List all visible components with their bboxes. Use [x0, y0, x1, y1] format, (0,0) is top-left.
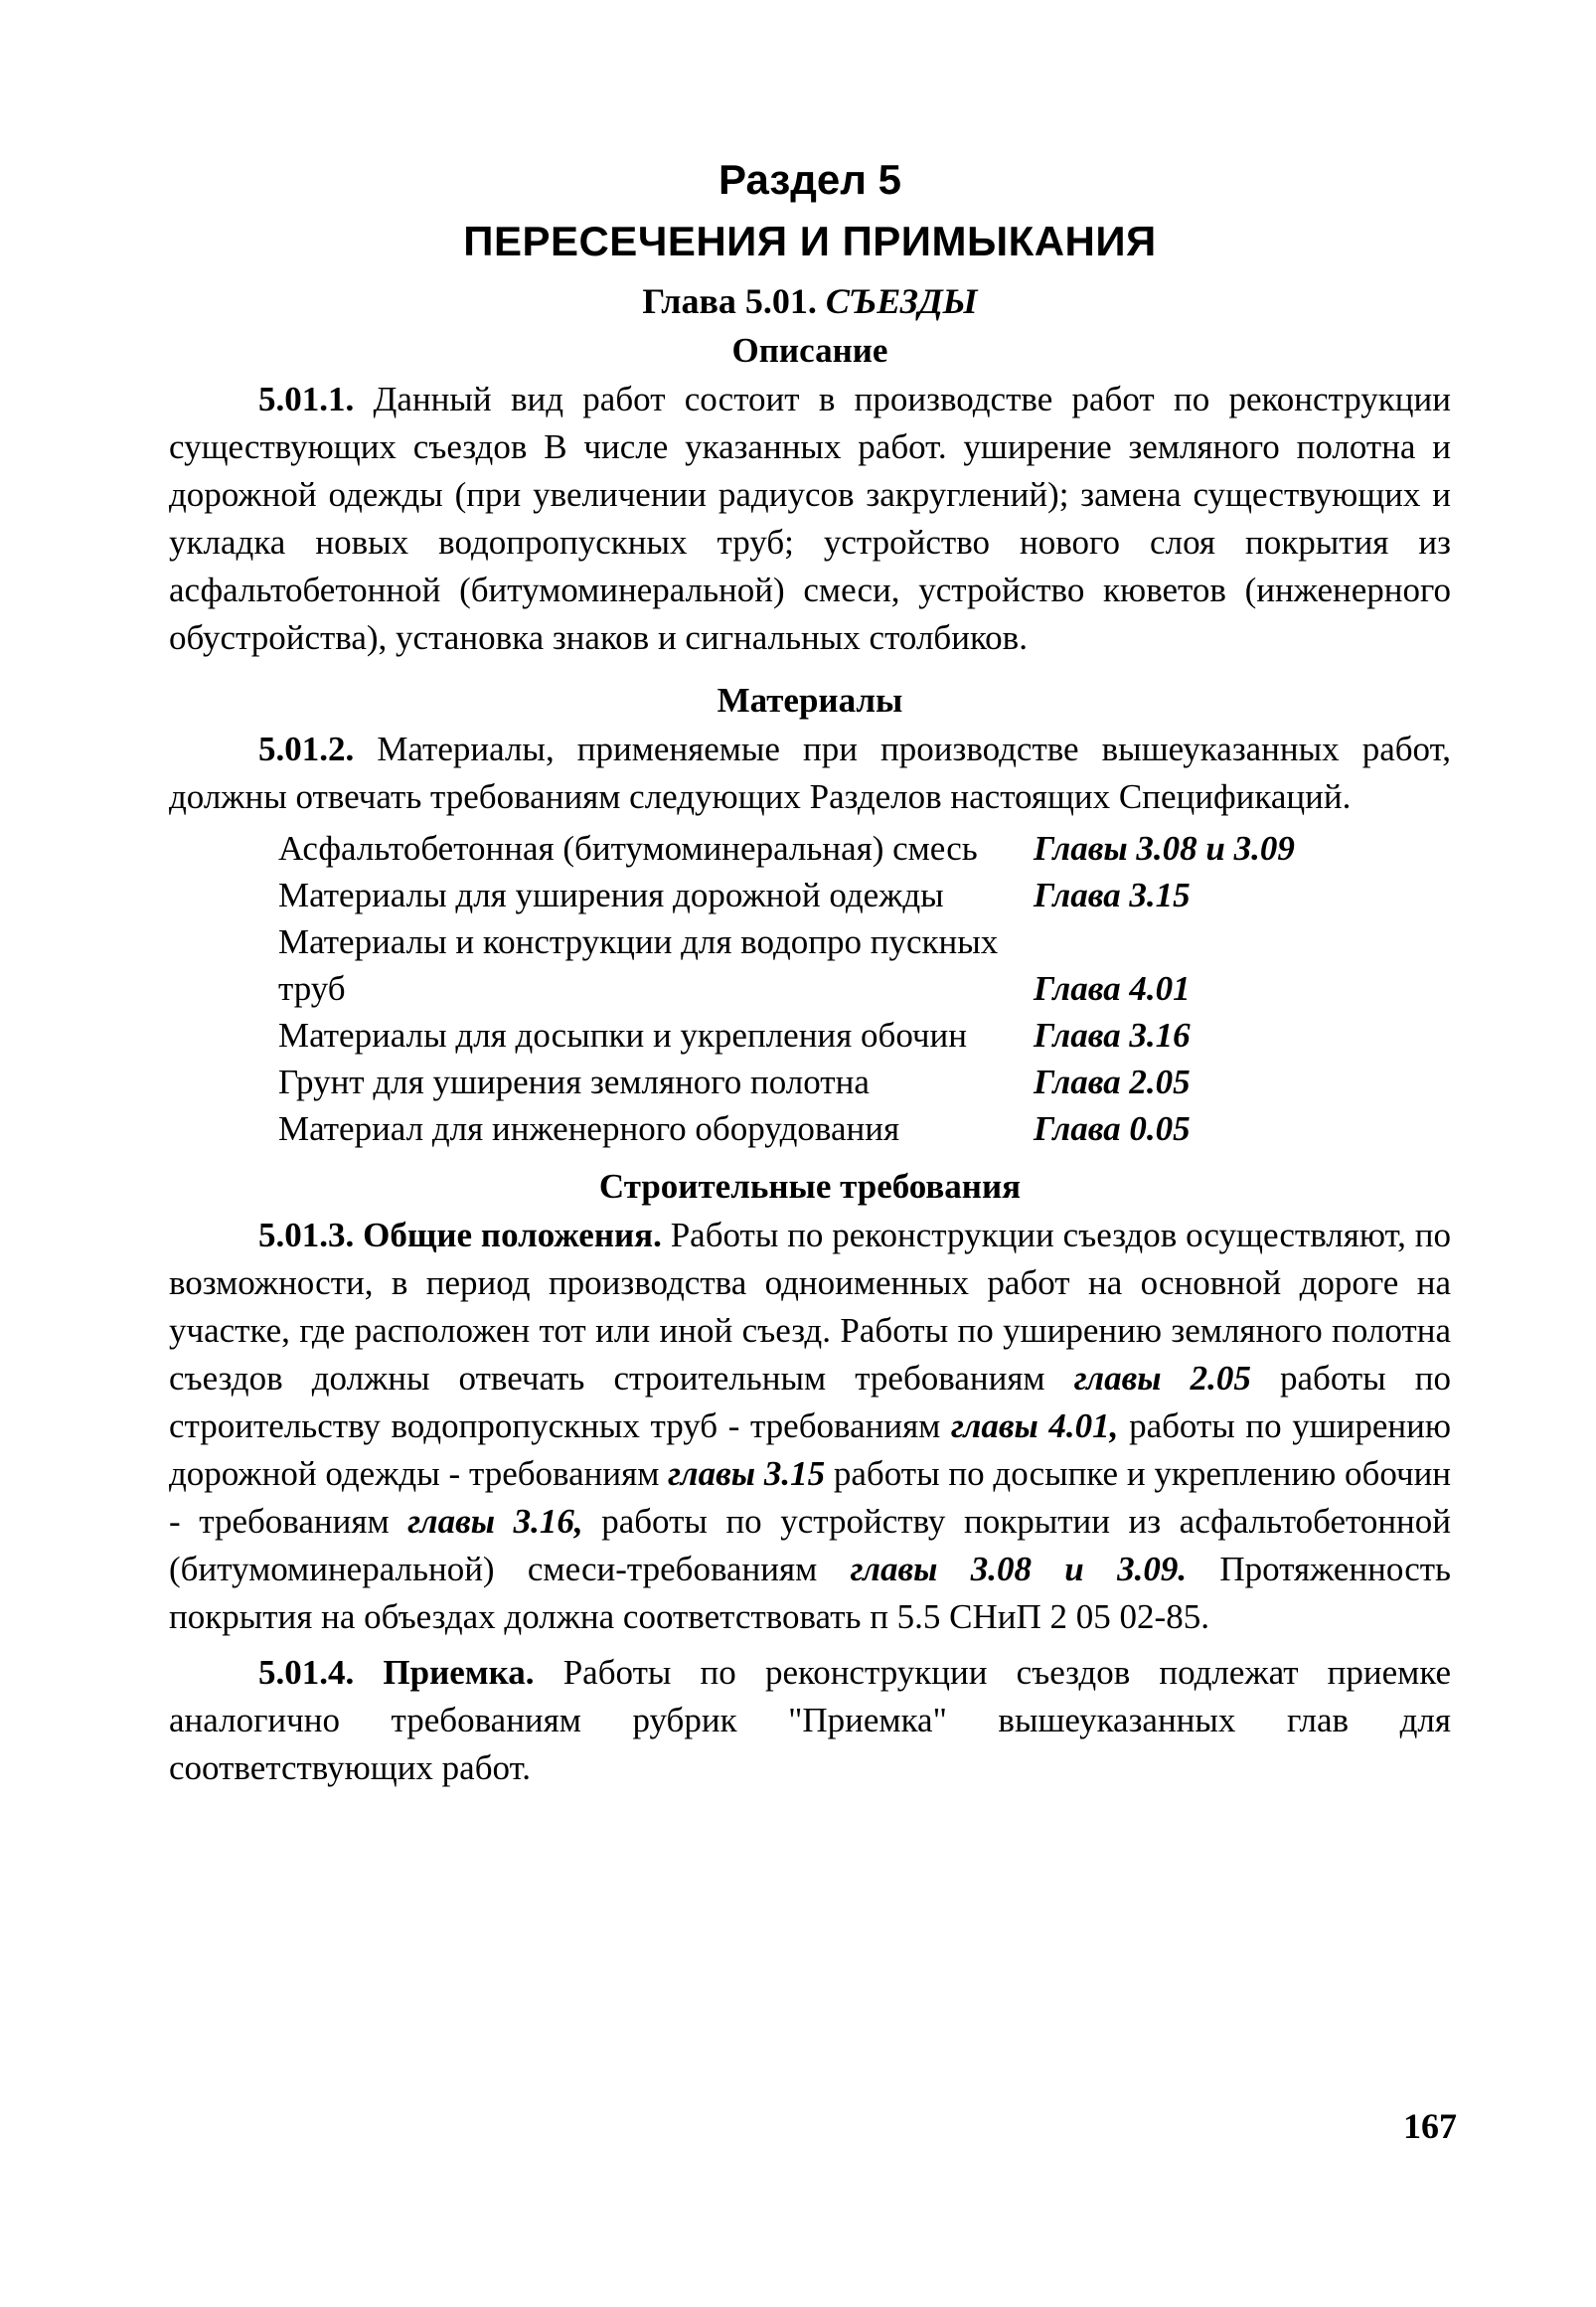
paragraph-text: работы по уширению дорожной одежды - требованиям [169, 1406, 1452, 1493]
paragraph-text: Материалы, применяемые при производстве вышеуказанных работ, должны отвечать требованиям следующих Разделов настоящих Спецификаций. [169, 730, 1452, 816]
material-reference: Глава 3.16 [1034, 1016, 1191, 1055]
page-number: 167 [1403, 2106, 1457, 2146]
material-row [278, 1059, 1371, 1105]
paragraph-text: работы по строительству водопропускных труб - требованиям [169, 1359, 1452, 1445]
description-heading: Описание [731, 331, 888, 370]
chapter-prefix: Глава 5.01. [642, 281, 817, 321]
page-content [169, 149, 1451, 1792]
material-row [278, 1105, 1371, 1152]
acceptance-paragraph [169, 1649, 1451, 1792]
conjunction: и [1064, 1550, 1084, 1588]
material-row [278, 872, 1371, 918]
paragraph-text: Протяженность покрытия на объездах должна соответствовать п 5.5 СНиП 2 05 02-85. [169, 1550, 1452, 1636]
paragraph-lead: Приемка. [383, 1653, 535, 1692]
paragraph-lead: Общие положения. [363, 1216, 662, 1254]
paragraph-text: Данный вид работ состоит в производстве работ по реконструкции существующих съездов В числе указанных работ. уширение земляного полотна и дорожной одежды (при увеличении радиусов закруглений); замена существующих и укладка новых водопропускных труб; устройство нового слоя покрытия из асфальтобетонной (битумоминеральной) смеси, устройство кюветов (инженерного обустройства), установка знаков и сигнальных столбиков. [169, 380, 1451, 657]
section-number: Раздел 5 [718, 156, 901, 203]
material-name: Материалы и конструкции для водопро пускных труб [278, 922, 999, 1008]
material-row [278, 918, 1371, 1012]
chapter-reference: главы 3.16, [407, 1502, 583, 1541]
paragraph-text: работы по досыпке и укреплению обочин - требованиям [169, 1454, 1452, 1541]
general-provisions-paragraph [169, 1212, 1451, 1641]
chapter-reference: главы 2.05 [1073, 1359, 1251, 1398]
materials-paragraph [169, 726, 1451, 821]
material-name: Асфальтобетонная (битумоминеральная) смесь [278, 829, 978, 868]
materials-heading: Материалы [717, 681, 903, 720]
material-reference: Главы 3.08 и 3.09 [1034, 829, 1295, 868]
material-reference: Глава 2.05 [1034, 1063, 1191, 1101]
paragraph-number: 5.01.4. [258, 1653, 355, 1692]
chapter-name: СЪЕЗДЫ [825, 281, 978, 321]
material-reference: Глава 3.15 [1034, 876, 1191, 914]
chapter-reference: главы 3.08 [850, 1550, 1032, 1588]
section-title: ПЕРЕСЕЧЕНИЯ И ПРИМЫКАНИЯ [463, 218, 1157, 264]
material-name: Материалы для уширения дорожной одежды [278, 876, 944, 914]
paragraph-text: Работы по реконструкции съездов осуществляют, по возможности, в период производства одноименных работ на основной дороге на участке, где расположен тот или иной съезд. Работы по уширению земляного полотна съездов должны отвечать строительным требованиям [169, 1216, 1451, 1398]
material-row [278, 1012, 1371, 1059]
material-name: Материалы для досыпки и укрепления обочин [278, 1016, 967, 1055]
materials-list [278, 825, 1371, 1152]
chapter-title [169, 276, 1451, 326]
chapter-reference: главы 3.15 [668, 1454, 826, 1493]
construction-heading: Строительные требования [598, 1167, 1022, 1206]
chapter-reference: главы 4.01, [950, 1406, 1119, 1445]
paragraph-number: 5.01.2. [258, 730, 355, 768]
material-name: Материал для инженерного оборудования [278, 1109, 900, 1148]
chapter-reference: 3.09. [1117, 1550, 1188, 1588]
material-row [278, 825, 1371, 872]
material-name: Грунт для уширения земляного полотна [278, 1063, 870, 1101]
paragraph-number: 5.01.3. [258, 1216, 355, 1254]
paragraph-text: Работы по реконструкции съездов подлежат приемке аналогично требованиям рубрик "Приемка" вышеуказанных глав для соответствующих работ. [169, 1653, 1451, 1787]
paragraph-number: 5.01.1. [258, 380, 355, 418]
description-paragraph [169, 376, 1451, 662]
material-reference: Глава 4.01 [1034, 969, 1191, 1008]
paragraph-text: работы по устройству покрытии из асфальтобетонной (битумоминеральной) смеси-требованиям [169, 1502, 1452, 1588]
material-reference: Глава 0.05 [1034, 1109, 1191, 1148]
